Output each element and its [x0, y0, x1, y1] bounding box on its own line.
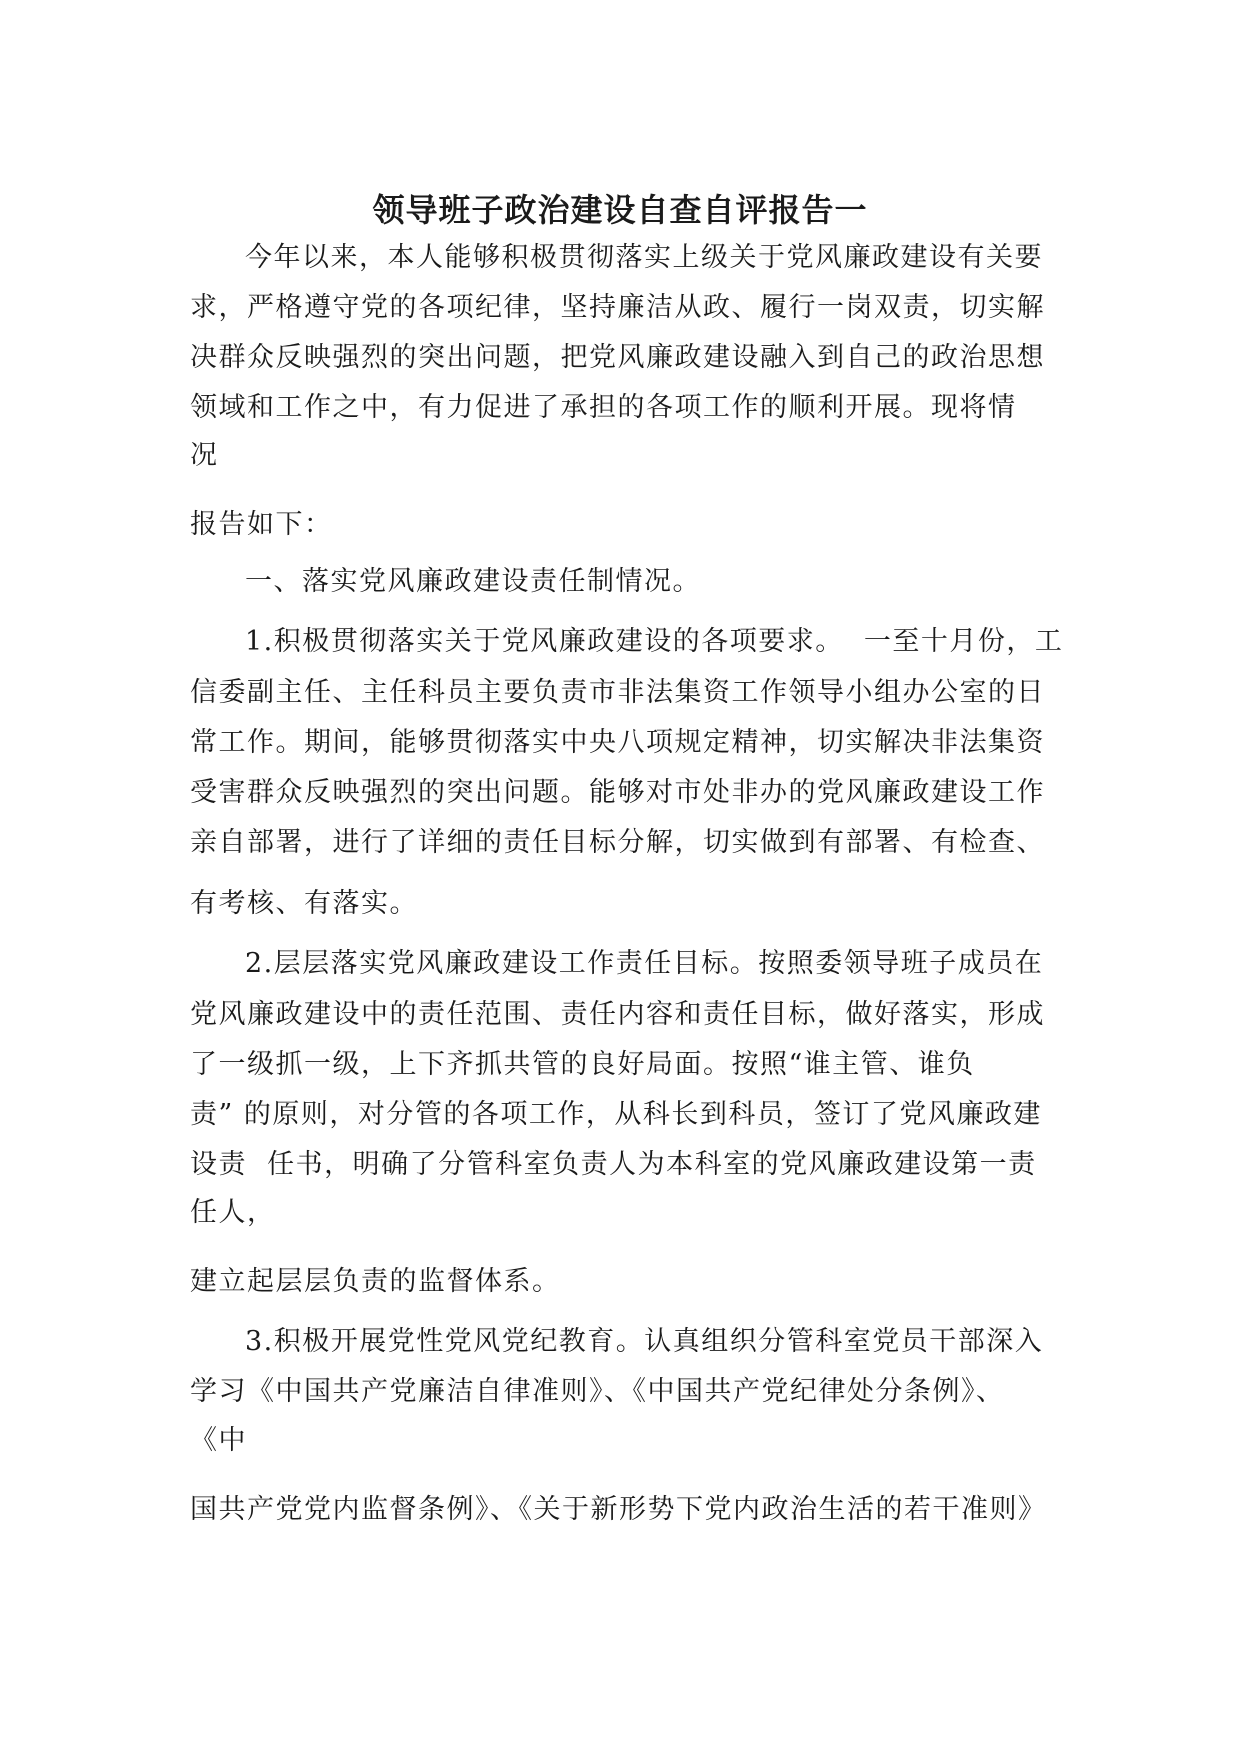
document-title: 领导班子政治建设自查自评报告一: [372, 191, 868, 229]
paragraph-line: 报告如下：: [190, 509, 333, 540]
paragraph-line: 学习《中国共产党廉洁自律准则》、《中国共产党纪律处分条例》、: [190, 1376, 1005, 1407]
paragraph-line: 亲自部署，进行了详细的责任目标分解，切实做到有部署、有检查、: [190, 827, 1045, 858]
paragraph-line: 责” 的原则，对分管的各项工作，从科长到科员，签订了党风廉政建: [190, 1099, 1042, 1130]
paragraph-line: 国共产党党内监督条例》、《关于新形势下党内政治生活的若干准则》: [190, 1494, 1047, 1525]
section-heading: 一、落实党风廉政建设责任制情况。: [245, 566, 701, 597]
paragraph-line: 求，严格遵守党的各项纪律，坚持廉洁从政、履行一岗双责，切实解: [190, 292, 1045, 323]
paragraph-line: 2.层层落实党风廉政建设工作责任目标。按照委领导班子成员在: [245, 948, 1044, 979]
paragraph-line: 党风廉政建设中的责任范围、责任内容和责任目标，做好落实，形成: [190, 999, 1045, 1030]
paragraph-line: 今年以来，本人能够积极贯彻落实上级关于党风廉政建设有关要: [245, 242, 1043, 273]
paragraph-line: 了一级抓一级，上下齐抓共管的良好局面。按照“谁主管、谁负: [190, 1049, 975, 1080]
paragraph-line: 况: [190, 440, 219, 471]
paragraph-line: 《中: [190, 1425, 247, 1456]
paragraph-line: 设责 任书，明确了分管科室负责人为本科室的党风廉政建设第一责: [190, 1149, 1037, 1180]
paragraph-line: 常工作。期间，能够贯彻落实中央八项规定精神，切实解决非法集资: [190, 727, 1045, 758]
paragraph-line: 信委副主任、主任科员主要负责市非法集资工作领导小组办公室的日: [190, 677, 1045, 708]
paragraph-line: 领域和工作之中，有力促进了承担的各项工作的顺利开展。现将情: [190, 392, 1017, 423]
paragraph-line: 1.积极贯彻落实关于党风廉政建设的各项要求。 一至十月份，工: [245, 626, 1064, 657]
paragraph-line: 建立起层层负责的监督体系。: [190, 1266, 561, 1297]
paragraph-line: 任人，: [190, 1197, 276, 1228]
paragraph-line: 受害群众反映强烈的突出问题。能够对市处非办的党风廉政建设工作: [190, 777, 1045, 808]
paragraph-line: 有考核、有落实。: [190, 888, 418, 919]
paragraph-line: 决群众反映强烈的突出问题，把党风廉政建设融入到自己的政治思想: [190, 342, 1045, 373]
paragraph-line: 3.积极开展党性党风党纪教育。认真组织分管科室党员干部深入: [245, 1326, 1044, 1357]
